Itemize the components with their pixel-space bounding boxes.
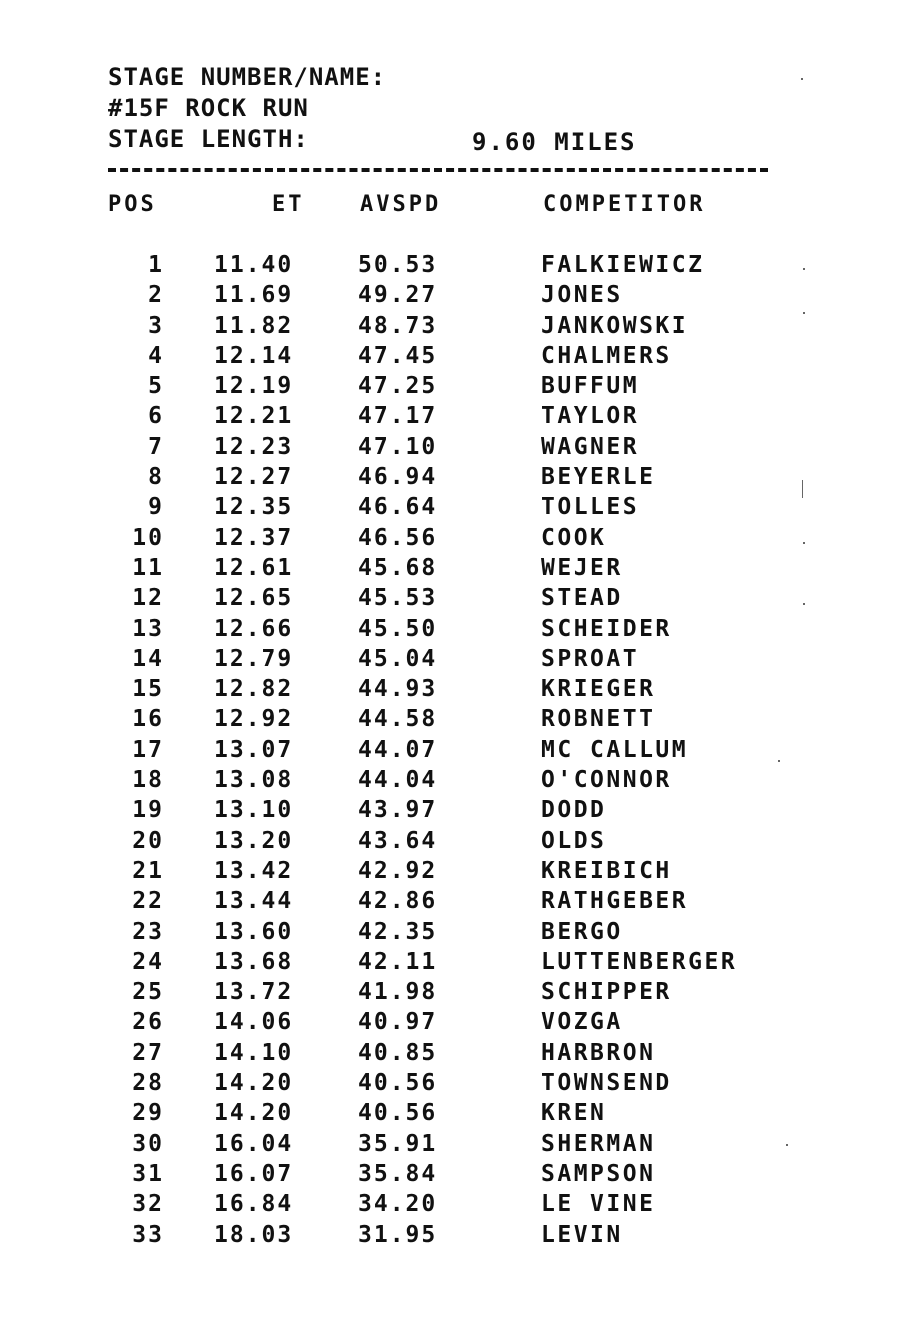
elapsed-time-cell: 13.08 [214, 767, 294, 794]
table-row [0, 1189, 900, 1219]
elapsed-time-cell: 16.04 [214, 1130, 294, 1157]
table-row [0, 583, 900, 613]
competitor-cell: COOK [541, 524, 607, 551]
header-divider [108, 168, 768, 172]
results-table [0, 250, 900, 1250]
position-cell: 15 [132, 676, 164, 703]
elapsed-time-cell: 12.37 [214, 524, 294, 551]
average-speed-cell: 44.58 [358, 706, 438, 733]
col-header-competitor: COMPETITOR [543, 192, 706, 217]
average-speed-cell: 41.98 [358, 979, 438, 1006]
average-speed-cell: 43.97 [358, 797, 438, 824]
average-speed-cell: 45.53 [358, 585, 438, 612]
average-speed-cell: 42.11 [358, 948, 438, 975]
competitor-cell: SCHEIDER [541, 615, 672, 642]
position-cell: 28 [132, 1070, 164, 1097]
position-cell: 7 [148, 433, 164, 460]
scan-speck [803, 542, 805, 544]
competitor-cell: CHALMERS [541, 342, 672, 369]
average-speed-cell: 47.25 [358, 373, 438, 400]
table-row [0, 553, 900, 583]
elapsed-time-cell: 16.84 [214, 1191, 294, 1218]
elapsed-time-cell: 12.35 [214, 494, 294, 521]
position-cell: 12 [132, 585, 164, 612]
competitor-cell: KRIEGER [541, 676, 656, 703]
table-row [0, 977, 900, 1007]
position-cell: 23 [132, 918, 164, 945]
elapsed-time-cell: 16.07 [214, 1160, 294, 1187]
position-cell: 33 [132, 1221, 164, 1248]
elapsed-time-cell: 13.42 [214, 857, 294, 884]
table-row [0, 674, 900, 704]
competitor-cell: BEYERLE [541, 464, 656, 491]
elapsed-time-cell: 13.07 [214, 736, 294, 763]
competitor-cell: WEJER [541, 554, 623, 581]
position-cell: 26 [132, 1009, 164, 1036]
position-cell: 10 [132, 524, 164, 551]
scan-speck [801, 78, 803, 80]
competitor-cell: BERGO [541, 918, 623, 945]
position-cell: 18 [132, 767, 164, 794]
elapsed-time-cell: 12.14 [214, 342, 294, 369]
table-row [0, 401, 900, 431]
average-speed-cell: 43.64 [358, 827, 438, 854]
elapsed-time-cell: 14.06 [214, 1009, 294, 1036]
table-row [0, 1129, 900, 1159]
competitor-cell: KREIBICH [541, 857, 672, 884]
average-speed-cell: 45.04 [358, 645, 438, 672]
elapsed-time-cell: 11.40 [214, 252, 294, 278]
average-speed-cell: 45.50 [358, 615, 438, 642]
competitor-cell: JANKOWSKI [541, 312, 689, 339]
table-row [0, 1038, 900, 1068]
elapsed-time-cell: 14.20 [214, 1070, 294, 1097]
position-cell: 17 [132, 736, 164, 763]
position-cell: 11 [132, 554, 164, 581]
elapsed-time-cell: 13.68 [214, 948, 294, 975]
table-row [0, 886, 900, 916]
position-cell: 29 [132, 1100, 164, 1127]
table-row [0, 462, 900, 492]
elapsed-time-cell: 11.82 [214, 312, 294, 339]
table-row [0, 1220, 900, 1250]
average-speed-cell: 46.64 [358, 494, 438, 521]
elapsed-time-cell: 12.23 [214, 433, 294, 460]
average-speed-cell: 34.20 [358, 1191, 438, 1218]
average-speed-cell: 42.86 [358, 888, 438, 915]
average-speed-cell: 40.97 [358, 1009, 438, 1036]
elapsed-time-cell: 12.65 [214, 585, 294, 612]
competitor-cell: FALKIEWICZ [541, 252, 705, 278]
col-header-pos: POS [108, 192, 157, 217]
position-cell: 5 [148, 373, 164, 400]
scan-speck [803, 603, 805, 605]
elapsed-time-cell: 14.20 [214, 1100, 294, 1127]
position-cell: 9 [148, 494, 164, 521]
table-row [0, 765, 900, 795]
average-speed-cell: 42.35 [358, 918, 438, 945]
elapsed-time-cell: 12.66 [214, 615, 294, 642]
position-cell: 16 [132, 706, 164, 733]
table-row [0, 1098, 900, 1128]
average-speed-cell: 47.17 [358, 403, 438, 430]
table-row [0, 1068, 900, 1098]
elapsed-time-cell: 13.20 [214, 827, 294, 854]
average-speed-cell: 50.53 [358, 252, 438, 278]
table-row [0, 280, 900, 310]
elapsed-time-cell: 14.10 [214, 1039, 294, 1066]
competitor-cell: WAGNER [541, 433, 640, 460]
competitor-cell: BUFFUM [541, 373, 640, 400]
position-cell: 8 [148, 464, 164, 491]
position-cell: 19 [132, 797, 164, 824]
average-speed-cell: 40.56 [358, 1100, 438, 1127]
scan-speck [803, 268, 805, 270]
elapsed-time-cell: 12.61 [214, 554, 294, 581]
competitor-cell: MC CALLUM [541, 736, 689, 763]
table-row [0, 492, 900, 522]
position-cell: 27 [132, 1039, 164, 1066]
elapsed-time-cell: 12.79 [214, 645, 294, 672]
competitor-cell: LUTTENBERGER [541, 948, 738, 975]
competitor-cell: SHERMAN [541, 1130, 656, 1157]
competitor-cell: SCHIPPER [541, 979, 672, 1006]
stage-length-label: STAGE LENGTH: [108, 125, 309, 153]
table-row [0, 795, 900, 825]
competitor-cell: DODD [541, 797, 607, 824]
table-row [0, 341, 900, 371]
table-row [0, 644, 900, 674]
average-speed-cell: 46.56 [358, 524, 438, 551]
elapsed-time-cell: 13.60 [214, 918, 294, 945]
col-header-et: ET [272, 192, 305, 217]
competitor-cell: SPROAT [541, 645, 640, 672]
average-speed-cell: 35.91 [358, 1130, 438, 1157]
competitor-cell: LE VINE [541, 1191, 656, 1218]
position-cell: 13 [132, 615, 164, 642]
competitor-cell: OLDS [541, 827, 607, 854]
stage-name: #15F ROCK RUN [108, 94, 309, 122]
table-row [0, 614, 900, 644]
average-speed-cell: 44.04 [358, 767, 438, 794]
table-row [0, 826, 900, 856]
position-cell: 22 [132, 888, 164, 915]
position-cell: 4 [148, 342, 164, 369]
position-cell: 2 [148, 282, 164, 309]
position-cell: 3 [148, 312, 164, 339]
average-speed-cell: 35.84 [358, 1160, 438, 1187]
average-speed-cell: 46.94 [358, 464, 438, 491]
elapsed-time-cell: 12.92 [214, 706, 294, 733]
competitor-cell: TAYLOR [541, 403, 640, 430]
table-row [0, 735, 900, 765]
elapsed-time-cell: 12.27 [214, 464, 294, 491]
competitor-cell: TOLLES [541, 494, 640, 521]
table-row [0, 371, 900, 401]
elapsed-time-cell: 12.21 [214, 403, 294, 430]
average-speed-cell: 44.93 [358, 676, 438, 703]
col-header-avspd: AVSPD [360, 192, 442, 217]
table-row [0, 917, 900, 947]
average-speed-cell: 42.92 [358, 857, 438, 884]
position-cell: 6 [148, 403, 164, 430]
average-speed-cell: 47.45 [358, 342, 438, 369]
scan-speck [802, 480, 803, 498]
position-cell: 24 [132, 948, 164, 975]
elapsed-time-cell: 13.44 [214, 888, 294, 915]
scan-speck [778, 760, 780, 762]
elapsed-time-cell: 11.69 [214, 282, 294, 309]
table-row [0, 311, 900, 341]
position-cell: 1 [148, 252, 164, 278]
scan-speck [803, 312, 805, 314]
elapsed-time-cell: 13.72 [214, 979, 294, 1006]
average-speed-cell: 44.07 [358, 736, 438, 763]
competitor-cell: O'CONNOR [541, 767, 672, 794]
position-cell: 14 [132, 645, 164, 672]
competitor-cell: STEAD [541, 585, 623, 612]
competitor-cell: RATHGEBER [541, 888, 689, 915]
table-row [0, 1007, 900, 1037]
scan-speck [786, 1144, 788, 1146]
elapsed-time-cell: 12.82 [214, 676, 294, 703]
table-row [0, 1159, 900, 1189]
position-cell: 30 [132, 1130, 164, 1157]
position-cell: 32 [132, 1191, 164, 1218]
competitor-cell: SAMPSON [541, 1160, 656, 1187]
average-speed-cell: 31.95 [358, 1221, 438, 1248]
competitor-cell: TOWNSEND [541, 1070, 672, 1097]
average-speed-cell: 49.27 [358, 282, 438, 309]
table-row [0, 856, 900, 886]
position-cell: 31 [132, 1160, 164, 1187]
position-cell: 25 [132, 979, 164, 1006]
competitor-cell: ROBNETT [541, 706, 656, 733]
position-cell: 20 [132, 827, 164, 854]
stage-number-label: STAGE NUMBER/NAME: [108, 63, 387, 91]
average-speed-cell: 48.73 [358, 312, 438, 339]
competitor-cell: KREN [541, 1100, 607, 1127]
elapsed-time-cell: 13.10 [214, 797, 294, 824]
average-speed-cell: 40.85 [358, 1039, 438, 1066]
competitor-cell: JONES [541, 282, 623, 309]
average-speed-cell: 47.10 [358, 433, 438, 460]
average-speed-cell: 45.68 [358, 554, 438, 581]
competitor-cell: HARBRON [541, 1039, 656, 1066]
table-row [0, 947, 900, 977]
competitor-cell: LEVIN [541, 1221, 623, 1248]
table-row [0, 523, 900, 553]
table-row [0, 704, 900, 734]
elapsed-time-cell: 18.03 [214, 1221, 294, 1248]
elapsed-time-cell: 12.19 [214, 373, 294, 400]
table-row [0, 250, 900, 280]
position-cell: 21 [132, 857, 164, 884]
table-row [0, 432, 900, 462]
stage-length-value: 9.60 MILES [472, 128, 637, 156]
average-speed-cell: 40.56 [358, 1070, 438, 1097]
competitor-cell: VOZGA [541, 1009, 623, 1036]
